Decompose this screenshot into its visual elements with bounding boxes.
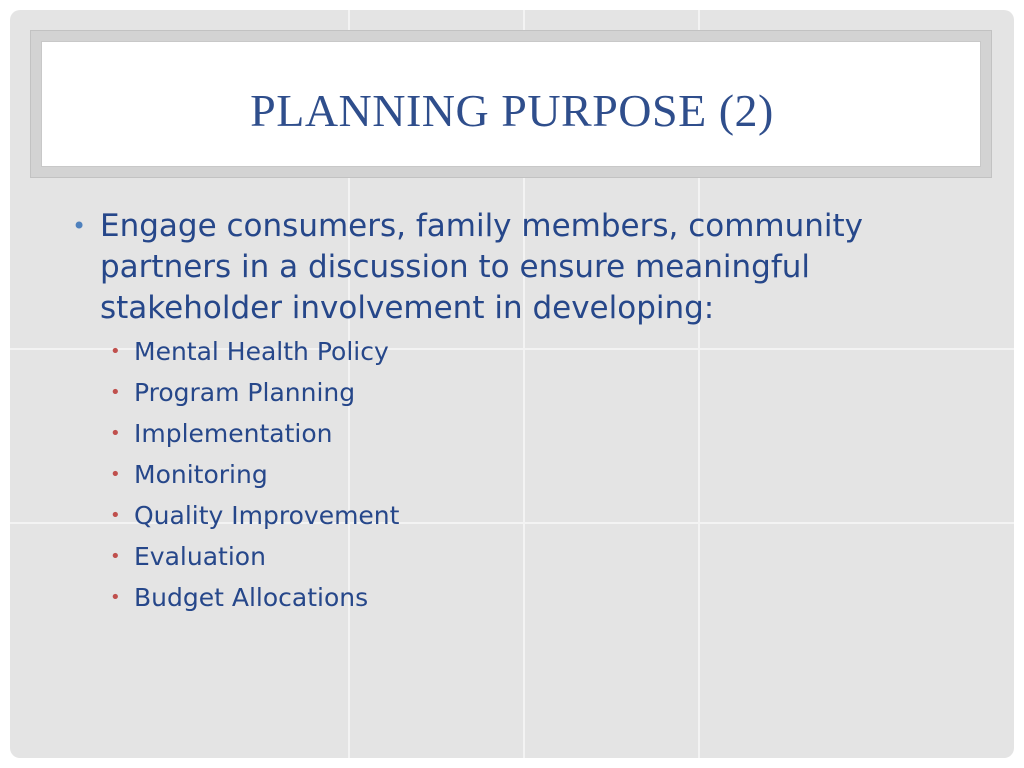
bullet-dot: • — [110, 546, 121, 567]
sub-bullet-item — [70, 577, 950, 618]
bullet-dot: • — [110, 505, 121, 526]
bullet-dot: • — [110, 341, 121, 362]
bullet-dot: • — [72, 212, 87, 240]
sub-bullet-item — [70, 413, 950, 454]
sub-bullet-item — [70, 495, 950, 536]
sub-bullet-item — [70, 536, 950, 577]
bullet-dot: • — [110, 464, 121, 485]
title-frame — [30, 30, 992, 178]
slide — [10, 10, 1014, 758]
sub-bullet-list — [70, 331, 950, 618]
sub-bullet-text: Budget Allocations — [134, 583, 369, 612]
bullet-dot: • — [110, 423, 121, 444]
title-box — [41, 41, 981, 167]
sub-bullet-item — [70, 331, 950, 372]
sub-bullet-item — [70, 372, 950, 413]
sub-bullet-item — [70, 454, 950, 495]
slide-title: PLANNING PURPOSE (2) — [250, 85, 774, 136]
sub-bullet-text: Implementation — [134, 419, 333, 448]
sub-bullet-text: Evaluation — [134, 542, 266, 571]
bullet-dot: • — [110, 382, 121, 403]
sub-bullet-text: Mental Health Policy — [134, 337, 389, 366]
main-bullet-text: Engage consumers, family members, community partners in a discussion to ensure meaningful stakeholder involvement in developing: — [100, 208, 864, 326]
main-bullet-item — [70, 206, 950, 329]
slide-content — [70, 206, 950, 618]
sub-bullet-text: Monitoring — [134, 460, 268, 489]
sub-bullet-text: Program Planning — [134, 378, 356, 407]
bullet-dot: • — [110, 587, 121, 608]
sub-bullet-text: Quality Improvement — [134, 501, 400, 530]
